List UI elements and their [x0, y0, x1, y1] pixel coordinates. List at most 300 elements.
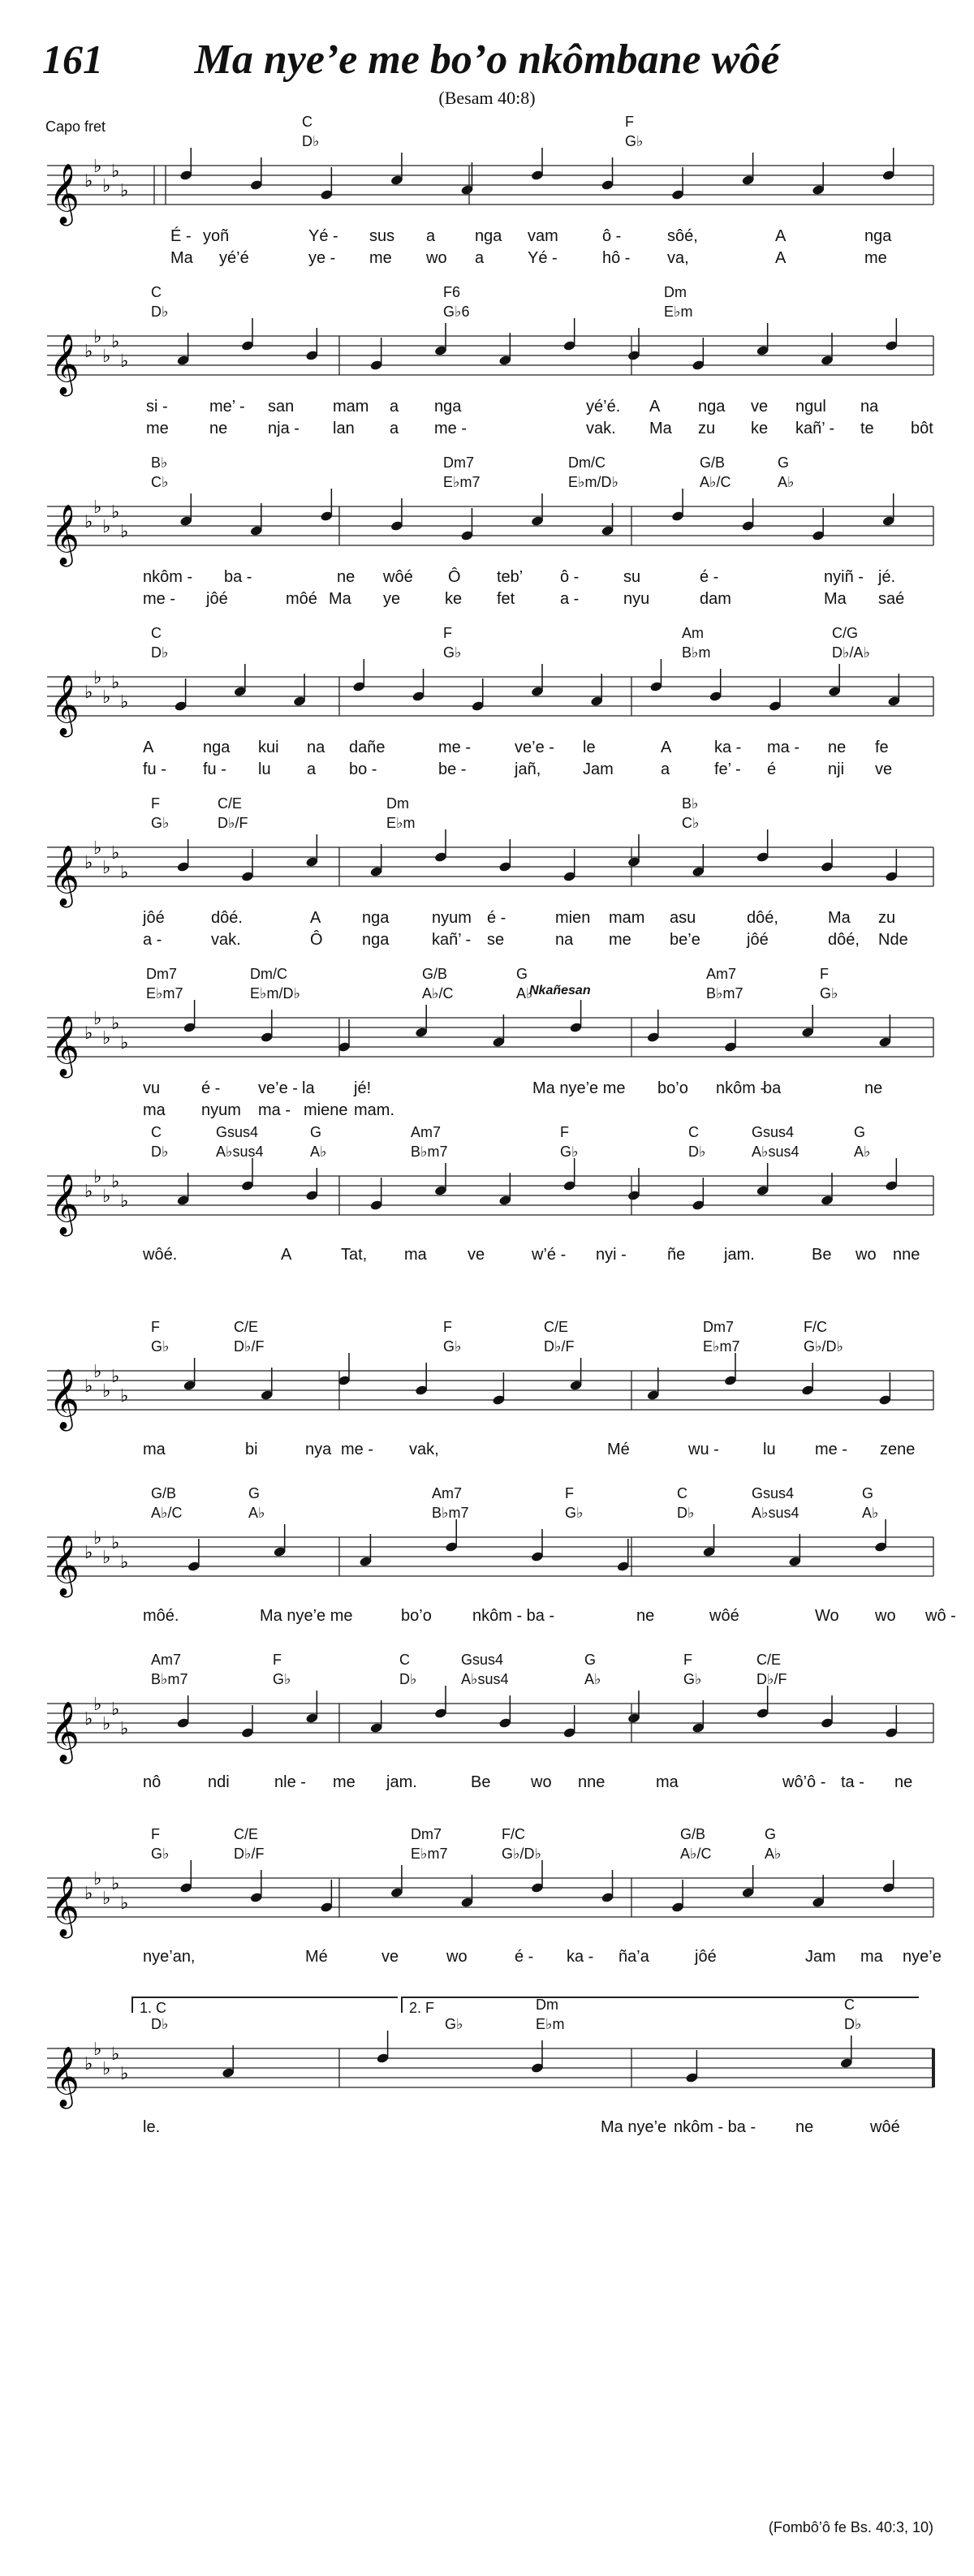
- capo-chord-symbol: B♭m: [682, 644, 711, 661]
- lyric-syllable: ma: [860, 1948, 883, 1966]
- lyric-syllable-verse-2: Jam: [583, 760, 614, 778]
- lyric-syllable: nga: [203, 739, 231, 756]
- lyric-syllable: Wo: [815, 1607, 839, 1625]
- flat-icon: ♭: [102, 1187, 111, 1207]
- music-staff: [47, 838, 933, 906]
- lyric-syllable: ma -: [767, 739, 799, 756]
- flat-icon: ♭: [102, 517, 111, 537]
- lyric-syllable-verse-2: be’e: [670, 931, 700, 949]
- music-staff: [47, 326, 933, 394]
- lyric-syllable-verse-2: me: [609, 931, 631, 949]
- capo-chord-symbol: A♭sus4: [461, 1671, 509, 1687]
- score-system: [0, 1124, 974, 1286]
- capo-chord-symbol: E♭m/D♭: [568, 474, 618, 490]
- lyric-syllable-verse-2: mam.: [354, 1101, 394, 1119]
- chord-symbol: Am7: [432, 1485, 463, 1501]
- chord-symbol: F: [683, 1652, 692, 1668]
- lyric-syllable-verse-2: lu: [258, 760, 271, 778]
- music-staff: [47, 1868, 933, 1936]
- lyric-syllable: wô -: [925, 1607, 956, 1625]
- lyric-syllable-verse-2: a: [307, 760, 317, 778]
- lyric-syllable-verse-2: Ma: [170, 249, 193, 267]
- chord-symbol: Gsus4: [461, 1652, 504, 1668]
- capo-chord-symbol: E♭m: [386, 815, 416, 831]
- lyric-syllable: ta -: [841, 1773, 864, 1791]
- lyric-syllable: kui: [258, 739, 279, 756]
- flat-icon: ♭: [102, 176, 111, 196]
- chord-symbol: F: [820, 966, 829, 982]
- lyric-syllable: Ma nye’e: [601, 2118, 667, 2136]
- chord-symbol: F/C: [804, 1319, 827, 1335]
- flat-icon: ♭: [84, 171, 93, 192]
- capo-chord-symbol: G♭: [565, 1505, 584, 1521]
- lyric-syllable: lu: [763, 1441, 776, 1458]
- chord-symbol: G: [765, 1826, 777, 1842]
- lyric-syllable: A: [310, 909, 321, 927]
- lyric-syllable: A: [775, 227, 787, 245]
- lyric-syllable: ndi: [208, 1773, 230, 1791]
- lyric-syllable: Be: [471, 1773, 491, 1791]
- lyric-syllable-verse-2: dam: [700, 590, 731, 608]
- chord-symbol: G: [248, 1485, 261, 1501]
- capo-chord-symbol: G♭: [683, 1671, 702, 1687]
- lyric-syllable: sus: [369, 227, 395, 245]
- chord-symbol: Dm/C: [250, 966, 287, 982]
- lyric-syllable: teb’: [497, 568, 524, 586]
- capo-chord-symbol: E♭m7: [146, 985, 183, 1002]
- flat-icon: ♭: [93, 1362, 102, 1382]
- capo-label: Capo fret: [45, 118, 106, 135]
- lyric-syllable-verse-2: me -: [434, 420, 467, 437]
- flat-icon: ♭: [93, 838, 102, 859]
- lyric-syllable: nye’e: [903, 1948, 942, 1966]
- chord-symbol: Am: [682, 625, 704, 641]
- lyric-syllable: na: [860, 398, 879, 416]
- chord-symbol: C/E: [234, 1319, 259, 1335]
- lyric-syllable: nga: [362, 909, 390, 927]
- lyric-syllable: jam.: [724, 1246, 755, 1264]
- flat-icon: ♭: [111, 673, 120, 693]
- lyric-syllable-verse-2: kañ’ -: [795, 420, 835, 437]
- chord-symbol: C/E: [218, 795, 243, 812]
- lyric-syllable-verse-2: nga: [362, 931, 390, 949]
- lyric-syllable-verse-2: yé’é: [219, 249, 249, 267]
- capo-chord-symbol: G♭: [445, 2016, 463, 2032]
- lyric-syllable: wôé: [383, 568, 413, 586]
- score-system: [0, 284, 974, 446]
- flat-icon: ♭: [93, 2040, 102, 2060]
- lyric-syllable: nga: [864, 227, 892, 245]
- lyric-syllable-verse-2: fet: [497, 590, 515, 608]
- chord-symbol: Am7: [151, 1652, 182, 1668]
- capo-chord-symbol: D♭: [399, 1671, 417, 1687]
- flat-icon: ♭: [93, 1167, 102, 1187]
- chord-symbol: F: [273, 1652, 282, 1668]
- lyric-syllable-verse-2: fu -: [203, 760, 226, 778]
- capo-chord-symbol: G♭: [443, 1338, 462, 1355]
- chord-symbol: F: [151, 795, 160, 812]
- lyric-syllable: yoñ: [203, 227, 230, 245]
- flat-icon: ♭: [111, 1699, 120, 1720]
- score-system: [0, 966, 974, 1128]
- chord-symbol: G: [778, 454, 790, 471]
- chord-symbol: Dm: [664, 284, 687, 300]
- lyric-syllable: ve: [751, 398, 769, 416]
- lyric-syllable-verse-2: fe’ -: [714, 760, 741, 778]
- lyric-syllable-verse-2: Nde: [878, 931, 908, 949]
- hymn-title: Ma nye’e me bo’o nkômbane wôé: [194, 37, 780, 83]
- chord-symbol: G: [584, 1652, 597, 1668]
- lyric-syllable-verse-2: a: [475, 249, 485, 267]
- lyric-syllable: Ma: [828, 909, 851, 927]
- lyric-syllable-verse-2: fu -: [143, 760, 166, 778]
- lyric-syllable: mam: [333, 398, 369, 416]
- chord-symbol: F: [151, 1826, 160, 1842]
- flat-icon: ♭: [111, 332, 120, 352]
- lyric-syllable: Mé: [305, 1948, 328, 1966]
- lyric-syllable-verse-2: me: [146, 420, 169, 437]
- flat-icon: ♭: [111, 2044, 120, 2065]
- lyric-syllable: ve: [468, 1246, 485, 1264]
- lyric-syllable: wo: [855, 1246, 877, 1264]
- chord-symbol: G: [862, 1485, 874, 1501]
- lyric-syllable: zene: [880, 1441, 916, 1458]
- capo-chord-symbol: D♭/F: [234, 1338, 265, 1355]
- flat-icon: ♭: [102, 1548, 111, 1568]
- flat-icon: ♭: [84, 1543, 93, 1563]
- lyric-syllable: me: [333, 1773, 356, 1791]
- music-staff: [47, 1008, 933, 1076]
- capo-chord-symbol: A♭: [248, 1505, 265, 1521]
- lyric-syllable: ne: [894, 1773, 913, 1791]
- chord-symbol: G: [516, 966, 528, 982]
- lyric-syllable-verse-2: a: [390, 420, 399, 437]
- capo-chord-symbol: E♭m7: [703, 1338, 740, 1355]
- capo-chord-symbol: G♭: [443, 644, 462, 661]
- flat-icon: ♭: [102, 1714, 111, 1734]
- flat-icon: ♭: [120, 1719, 129, 1739]
- lyric-syllable: nye’an,: [143, 1948, 196, 1966]
- lyric-syllable: me -: [341, 1441, 373, 1458]
- lyric-syllable-verse-2: ke: [751, 420, 769, 437]
- chord-symbol: Gsus4: [752, 1124, 795, 1140]
- flat-icon: ♭: [102, 1381, 111, 1402]
- flat-icon: ♭: [93, 498, 102, 518]
- flat-icon: ♭: [111, 1172, 120, 1192]
- flat-icon: ♭: [120, 863, 129, 883]
- lyric-syllable: ngul: [795, 398, 826, 416]
- lyric-syllable-verse-2: wo: [426, 249, 447, 267]
- lyric-syllable-verse-2: me: [864, 249, 887, 267]
- flat-icon: ♭: [120, 522, 129, 542]
- lyric-syllable-verse-2: ye -: [308, 249, 336, 267]
- lyric-syllable-verse-2: bo -: [349, 760, 377, 778]
- capo-chord-symbol: D♭/F: [756, 1671, 787, 1687]
- lyric-syllable-verse-2: ma -: [258, 1101, 291, 1119]
- lyric-syllable: nkôm - ba -: [674, 2118, 756, 2136]
- lyric-syllable: nkôm -: [143, 568, 193, 586]
- lyric-syllable: ma: [404, 1246, 427, 1264]
- capo-chord-symbol: E♭m7: [411, 1846, 448, 1862]
- treble-clef-icon: 𝄞: [49, 846, 80, 906]
- lyric-syllable: jé.: [878, 568, 896, 586]
- lyric-syllable-verse-2: jôé: [206, 590, 228, 608]
- lyric-syllable: nyiñ -: [824, 568, 864, 586]
- flat-icon: ♭: [120, 181, 129, 201]
- capo-chord-symbol: A♭sus4: [216, 1144, 264, 1160]
- lyric-syllable: vak,: [409, 1441, 439, 1458]
- lyric-syllable: A: [143, 739, 154, 756]
- lyric-syllable: wôé: [870, 2118, 900, 2136]
- treble-clef-icon: 𝄞: [49, 1876, 80, 1936]
- lyric-syllable-verse-2: vak.: [586, 420, 616, 437]
- capo-chord-symbol: D♭: [688, 1144, 706, 1160]
- flat-icon: ♭: [84, 1376, 93, 1397]
- lyric-syllable-verse-2: vak.: [211, 931, 241, 949]
- capo-chord-symbol: D♭: [151, 1144, 169, 1160]
- chord-symbol: C/G: [832, 625, 859, 641]
- lyric-syllable: w’é -: [532, 1246, 567, 1264]
- chord-symbol: F: [560, 1124, 569, 1140]
- capo-chord-symbol: A♭: [516, 985, 533, 1002]
- capo-chord-symbol: D♭: [151, 644, 169, 661]
- lyric-syllable: san: [268, 398, 295, 416]
- treble-clef-icon: 𝄞: [49, 2047, 80, 2107]
- lyric-syllable: ne: [795, 2118, 814, 2136]
- music-staff: [47, 1527, 933, 1596]
- flat-icon: ♭: [120, 2064, 129, 2084]
- lyric-syllable: zu: [878, 909, 896, 927]
- flat-icon: ♭: [84, 1884, 93, 1904]
- lyric-syllable: é -: [487, 909, 506, 927]
- chord-symbol: F: [443, 1319, 452, 1335]
- capo-chord-symbol: A♭/C: [422, 985, 454, 1002]
- lyric-syllable: a: [426, 227, 436, 245]
- lyric-syllable: ô -: [602, 227, 622, 245]
- lyric-syllable: vu: [143, 1079, 161, 1097]
- flat-icon: ♭: [93, 327, 102, 347]
- lyric-syllable: me -: [815, 1441, 847, 1458]
- capo-chord-symbol: D♭: [151, 2016, 169, 2032]
- capo-chord-symbol: A♭: [584, 1671, 601, 1687]
- capo-chord-symbol: D♭/F: [218, 815, 248, 831]
- chord-symbol: F6: [443, 284, 461, 300]
- flat-icon: ♭: [84, 342, 93, 362]
- flat-icon: ♭: [93, 157, 102, 177]
- flat-icon: ♭: [120, 1191, 129, 1212]
- lyric-syllable-verse-2: se: [487, 931, 505, 949]
- lyric-syllable: me -: [438, 739, 471, 756]
- lyric-syllable-verse-2: ke: [445, 590, 463, 608]
- chord-symbol: C/E: [756, 1652, 782, 1668]
- flat-icon: ♭: [111, 162, 120, 182]
- flat-icon: ♭: [111, 843, 120, 864]
- flat-icon: ♭: [102, 687, 111, 708]
- lyric-syllable: si -: [146, 398, 168, 416]
- lyric-syllable-verse-2: kañ’ -: [432, 931, 472, 949]
- score-system: [0, 454, 974, 617]
- lyric-syllable: dôé.: [211, 909, 243, 927]
- lyric-syllable-verse-2: miene: [304, 1101, 348, 1119]
- lyric-syllable: wu -: [688, 1441, 719, 1458]
- lyric-syllable: é -: [700, 568, 719, 586]
- chord-symbol: G/B: [680, 1826, 706, 1842]
- lyric-syllable: ma: [656, 1773, 679, 1791]
- lyric-syllable: jôé: [695, 1948, 717, 1966]
- capo-chord-symbol: A♭sus4: [752, 1505, 799, 1521]
- lyric-syllable-verse-2: é: [767, 760, 777, 778]
- score-system: [0, 1319, 974, 1481]
- lyric-syllable: le.: [143, 2118, 161, 2136]
- lyric-syllable-verse-2: Yé -: [528, 249, 558, 267]
- chord-symbol: F: [443, 625, 452, 641]
- lyric-syllable: nkôm - ba -: [472, 1607, 555, 1625]
- lyric-syllable: yé’é.: [586, 398, 621, 416]
- chord-symbol: Gsus4: [216, 1124, 259, 1140]
- lyric-syllable: me’ -: [209, 398, 245, 416]
- score-system: [0, 1652, 974, 1814]
- chord-symbol: C: [151, 1124, 162, 1140]
- flat-icon: ♭: [93, 668, 102, 688]
- capo-chord-symbol: G♭: [273, 1671, 291, 1687]
- chord-symbol: C: [688, 1124, 699, 1140]
- lyric-syllable: ô -: [560, 568, 580, 586]
- lyric-syllable: asu: [670, 909, 696, 927]
- lyric-syllable: nkôm -: [716, 1079, 766, 1097]
- lyric-syllable: jam.: [386, 1773, 417, 1791]
- capo-chord-symbol: E♭m/D♭: [250, 985, 300, 1002]
- lyric-syllable: É -: [170, 227, 192, 245]
- lyric-syllable: nga: [475, 227, 502, 245]
- lyric-syllable: a: [390, 398, 399, 416]
- lyric-syllable: vam: [528, 227, 558, 245]
- lyric-syllable-verse-2: ma: [143, 1101, 166, 1119]
- lyric-syllable-verse-2: Ma: [329, 590, 351, 608]
- chord-symbol: C/E: [544, 1319, 569, 1335]
- chord-symbol: Am7: [706, 966, 737, 982]
- chord-symbol: F: [565, 1485, 574, 1501]
- chord-symbol: Dm/C: [568, 454, 606, 471]
- lyric-syllable: nne: [578, 1773, 606, 1791]
- music-staff: [47, 156, 933, 224]
- lyric-syllable-verse-2: hô -: [602, 249, 631, 267]
- chord-symbol: G: [310, 1124, 322, 1140]
- chord-symbol: F: [151, 1319, 160, 1335]
- capo-chord-symbol: A♭sus4: [752, 1144, 799, 1160]
- capo-chord-symbol: G♭: [151, 1846, 170, 1862]
- flat-icon: ♭: [84, 1182, 93, 1202]
- lyric-syllable: ka -: [567, 1948, 594, 1966]
- flat-icon: ♭: [93, 1695, 102, 1715]
- first-ending: 1. C: [131, 1997, 398, 2013]
- score-system: [0, 1997, 974, 2159]
- lyric-syllable: ña’a: [618, 1948, 649, 1966]
- lyric-syllable: nyum: [432, 909, 472, 927]
- flat-icon: ♭: [102, 1028, 111, 1049]
- lyric-syllable: Ô: [448, 568, 461, 586]
- score-system: [0, 1826, 974, 1988]
- chord-symbol: Dm7: [443, 454, 475, 471]
- treble-clef-icon: 𝄞: [49, 1702, 80, 1762]
- lyric-syllable-verse-2: Ô: [310, 931, 323, 949]
- lyric-syllable: Tat,: [341, 1246, 368, 1264]
- flat-icon: ♭: [93, 1528, 102, 1549]
- capo-chord-symbol: E♭m: [664, 304, 693, 320]
- lyric-syllable-verse-2: A: [775, 249, 787, 267]
- lyric-syllable: mam: [609, 909, 645, 927]
- lyric-syllable-verse-2: môé: [286, 590, 317, 608]
- lyric-syllable-verse-2: ne: [209, 420, 228, 437]
- flat-icon: ♭: [111, 502, 120, 523]
- scripture-reference: (Besam 40:8): [438, 88, 536, 108]
- score-system: [0, 625, 974, 787]
- capo-chord-symbol: D♭: [302, 133, 320, 149]
- lyric-syllable: wôé: [709, 1607, 739, 1625]
- chord-symbol: F: [625, 114, 634, 130]
- capo-chord-symbol: B♭m7: [706, 985, 743, 1002]
- lyric-syllable-verse-2: te: [860, 420, 874, 437]
- lyric-syllable: ne: [636, 1607, 655, 1625]
- lyric-syllable: wôé.: [143, 1246, 178, 1264]
- capo-chord-symbol: D♭/F: [544, 1338, 575, 1355]
- lyric-syllable-verse-2: dôé,: [828, 931, 860, 949]
- capo-chord-symbol: A♭: [778, 474, 795, 490]
- flat-icon: ♭: [102, 347, 111, 367]
- lyric-syllable: jôé: [143, 909, 165, 927]
- capo-chord-symbol: G♭: [151, 1338, 170, 1355]
- flat-icon: ♭: [120, 351, 129, 372]
- music-staff: [47, 1694, 933, 1762]
- music-staff: [47, 1166, 933, 1234]
- flat-icon: ♭: [120, 1893, 129, 1914]
- lyric-syllable-verse-2: ve: [875, 760, 893, 778]
- chord-symbol: C: [677, 1485, 687, 1501]
- chord-symbol: Am7: [411, 1124, 442, 1140]
- score-system: [0, 1485, 974, 1648]
- flat-icon: ♭: [93, 1869, 102, 1889]
- chord-symbol: G: [854, 1124, 866, 1140]
- capo-chord-symbol: A♭: [765, 1846, 782, 1862]
- lyric-syllable: ve’e -: [515, 739, 554, 756]
- lyric-syllable: nyi -: [596, 1246, 627, 1264]
- capo-chord-symbol: G♭/D♭: [502, 1846, 541, 1862]
- treble-clef-icon: 𝄞: [49, 1016, 80, 1076]
- lyric-syllable: la: [302, 1079, 315, 1097]
- treble-clef-icon: 𝄞: [49, 334, 80, 394]
- lyric-syllable-verse-2: ye: [383, 590, 401, 608]
- chord-symbol: C: [302, 114, 312, 130]
- capo-chord-symbol: G♭/D♭: [804, 1338, 843, 1355]
- chord-symbol: G/B: [422, 966, 448, 982]
- lyric-syllable: bo’o: [401, 1607, 432, 1625]
- flat-icon: ♭: [111, 1874, 120, 1894]
- capo-chord-symbol: G♭: [625, 133, 644, 149]
- capo-chord-symbol: C♭: [151, 474, 169, 490]
- flat-icon: ♭: [102, 2059, 111, 2079]
- chord-symbol: C/E: [234, 1826, 259, 1842]
- capo-chord-symbol: G♭: [560, 1144, 579, 1160]
- capo-chord-symbol: D♭: [677, 1505, 695, 1521]
- flat-icon: ♭: [84, 683, 93, 703]
- lyric-syllable: Ma nye’e me: [532, 1079, 626, 1097]
- lyric-syllable: su: [623, 568, 641, 586]
- flat-icon: ♭: [120, 1553, 129, 1573]
- lyric-syllable-verse-2: lan: [333, 420, 355, 437]
- chord-symbol: G/B: [700, 454, 726, 471]
- lyric-syllable: ve’e -: [258, 1079, 298, 1097]
- capo-chord-symbol: A♭/C: [680, 1846, 712, 1862]
- lyric-syllable: wô’ô -: [782, 1773, 826, 1791]
